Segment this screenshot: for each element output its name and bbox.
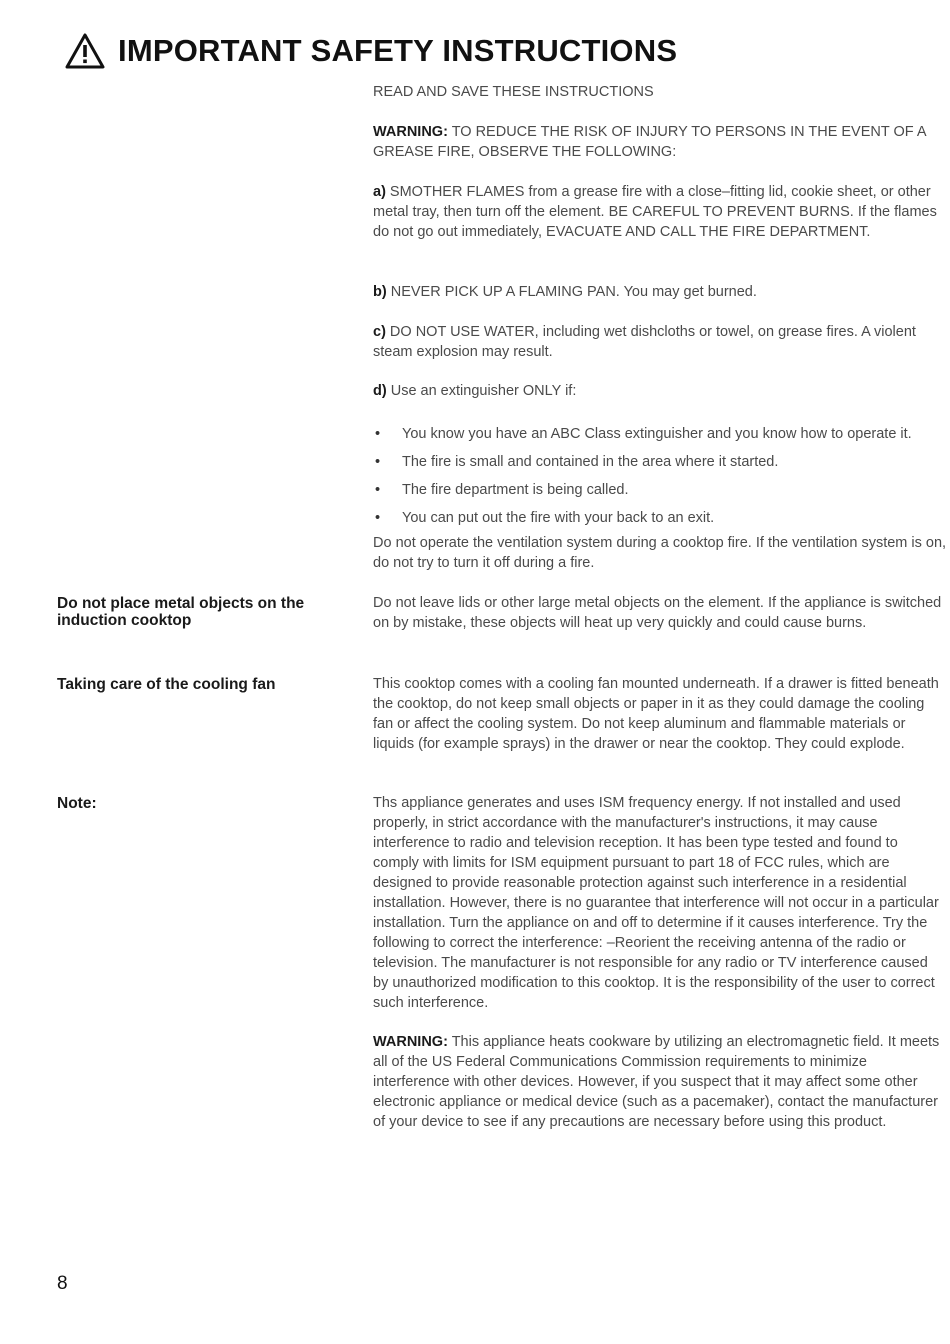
read-save-line: READ AND SAVE THESE INSTRUCTIONS [373,84,654,100]
warning-label: WARNING: [373,1034,448,1050]
page-number: 8 [57,1273,68,1294]
list-item: • The fire is small and contained in the area where it started. [375,454,779,470]
electromagnetic-warning [373,1032,947,1132]
step-d [373,381,947,401]
list-item: • You know you have an ABC Class extinguisher and you know how to operate it. [375,426,912,442]
list-item-text: You can put out the fire with your back to an exit. [402,510,715,526]
section-text-note: Ths appliance generates and uses ISM frequency energy. If not installed and used properly, in strict accordance with the manufacturer's instructions, it may cause interference to radio and television reception. It has been type tested and found to comply with limits for ISM equipment pursuant to part 18 of FCC rules, which are designed to provide reasonable protection against such interference in a residential installation. However, there is no guarantee that interference will not occur in a particular installation. Turn the appliance on and off to determine if it causes interference. Try the following to correct the interference: –Reorient the receiving antenna of the radio or television. The manufacturer is not responsible for any radio or TV interference caused by unauthorized modification to this cooktop. It is the responsibility of the user to correct such interference. [373,795,939,1011]
ventilation-note: Do not operate the ventilation system during a cooktop fire. If the ventilation system is on, do not try to turn it off during a fire. [373,535,947,571]
section-heading-note: Note: [57,795,97,812]
section-heading-metal-objects: Do not place metal objects on the induction cooktop [57,595,305,629]
step-text: Use an extinguisher ONLY if: [386,383,577,399]
list-item-text: The fire department is being called. [402,482,629,498]
title-text: IMPORTANT SAFETY INSTRUCTIONS [118,33,678,68]
step-b [373,282,947,302]
step-label: a) [373,184,386,200]
step-text: SMOTHER FLAMES from a grease fire with a close–fitting lid, cookie sheet, or other metal tray, then turn off the element. BE CAREFUL TO PREVENT BURNS. If the flames do not go out immediately, EVACUATE AND CALL THE FIRE DEPARTMENT. [373,184,937,240]
section-text-cooling-fan: This cooktop comes with a cooling fan mounted underneath. If a drawer is fitted beneath the cooktop, do not keep small objects or paper in it as they could damage the cooling fan or affect the cooling system. Do not keep aluminum and flammable materials or liquids (for example sprays) in the drawer or near the cooktop. They could explode. [373,676,939,752]
step-c [373,322,947,362]
list-item-text: The fire is small and contained in the area where it started. [402,454,779,470]
step-text: DO NOT USE WATER, including wet dishcloths or towel, on grease fires. A violent steam explosion may result. [373,324,916,360]
warning-label: WARNING: [373,124,448,140]
warning-text: TO REDUCE THE RISK OF INJURY TO PERSONS IN THE EVENT OF A GREASE FIRE, OBSERVE THE FOLLOWING: [373,124,926,160]
list-item-text: You know you have an ABC Class extinguisher and you know how to operate it. [402,426,912,442]
section-text-metal-objects: Do not leave lids or other large metal objects on the element. If the appliance is switched on by mistake, these objects will heat up very quickly and could cause burns. [373,595,942,631]
extinguisher-conditions-list [373,424,950,536]
warning-triangle-icon [64,32,106,70]
step-label: c) [373,324,386,340]
step-label: b) [373,284,387,300]
list-item: • You can put out the fire with your back to an exit. [375,510,715,526]
step-text: NEVER PICK UP A FLAMING PAN. You may get burned. [386,284,757,300]
section-heading-cooling-fan: Taking care of the cooling fan [57,676,276,693]
step-a [373,182,947,242]
page-title [64,32,677,70]
warning-text: This appliance heats cookware by utilizing an electromagnetic field. It meets all of the US Federal Communications Commission requirements to minimize interference with other devices. However, if you suspect that it may affect some other electronic appliance or medical device (such as a pacemaker), contact the manufacturer of your device to see if any precautions are necessary before using this product. [373,1034,940,1130]
list-item: • The fire department is being called. [375,482,629,498]
grease-fire-warning [373,122,947,162]
step-label: d) [373,383,387,399]
